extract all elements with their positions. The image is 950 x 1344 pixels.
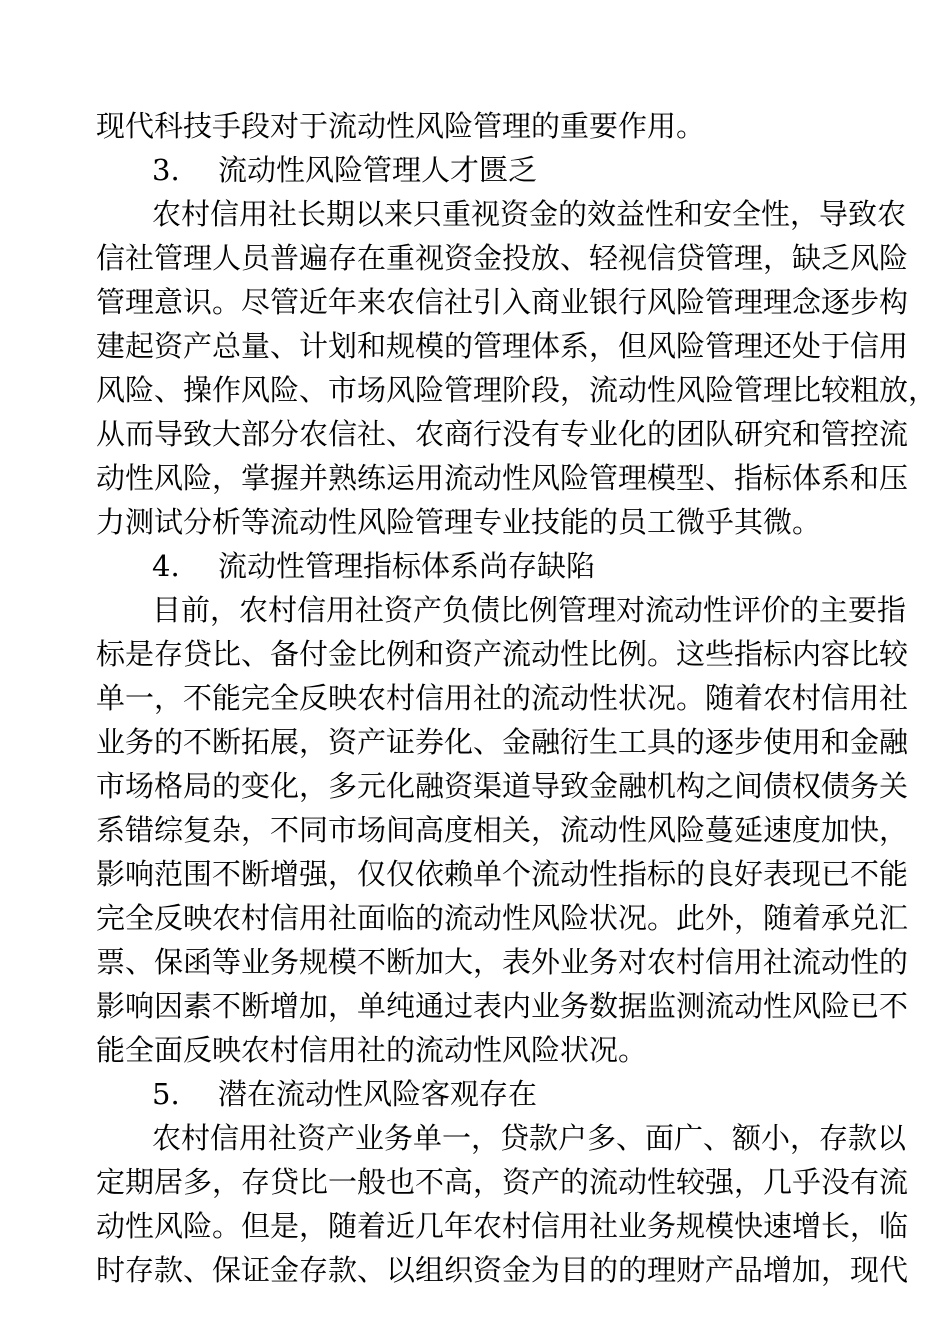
paragraph-line: 目前，农村信用社资产负债比例管理对流动性评价的主要指 xyxy=(152,593,907,627)
section-heading-5 xyxy=(0,1072,950,1116)
section-number: 3. xyxy=(152,153,180,187)
paragraph-line: 系错综复杂，不同市场间高度相关，流动性风险蔓延速度加快， xyxy=(96,813,909,847)
paragraph-line: 能全面反映农村信用社的流动性风险状况。 xyxy=(96,1033,648,1067)
paragraph-line: 动性风险，掌握并熟练运用流动性风险管理模型、指标体系和压 xyxy=(96,461,909,495)
paragraph-line: 单一，不能完全反映农村信用社的流动性状况。随着农村信用社 xyxy=(96,681,909,715)
paragraph-line: 农村信用社长期以来只重视资金的效益性和安全性，导致农 xyxy=(152,197,907,231)
section-title: 潜在流动性风险客观存在 xyxy=(218,1077,538,1111)
paragraph-line: 动性风险。但是，随着近几年农村信用社业务规模快速增长，临 xyxy=(96,1209,909,1243)
paragraph-line: 市场格局的变化，多元化融资渠道导致金融机构之间债权债务关 xyxy=(96,769,909,803)
section-heading-3 xyxy=(0,148,950,192)
section-heading-4 xyxy=(0,544,950,588)
section-number: 5. xyxy=(152,1077,180,1111)
paragraph-line: 时存款、保证金存款、以组织资金为目的的理财产品增加，现代 xyxy=(96,1253,909,1287)
paragraph-line: 完全反映农村信用社面临的流动性风险状况。此外，随着承兑汇 xyxy=(96,901,909,935)
paragraph-line: 管理意识。尽管近年来农信社引入商业银行风险管理理念逐步构 xyxy=(96,285,909,319)
paragraph-line: 建起资产总量、计划和规模的管理体系，但风险管理还处于信用 xyxy=(96,329,909,363)
section-title: 流动性管理指标体系尚存缺陷 xyxy=(218,549,596,583)
paragraph-line: 影响因素不断增加，单纯通过表内业务数据监测流动性风险已不 xyxy=(96,989,909,1023)
paragraph-line: 票、保函等业务规模不断加大，表外业务对农村信用社流动性的 xyxy=(96,945,909,979)
paragraph-line: 从而导致大部分农信社、农商行没有专业化的团队研究和管控流 xyxy=(96,417,909,451)
paragraph-line: 现代科技手段对于流动性风险管理的重要作用。 xyxy=(96,109,706,143)
paragraph-line: 农村信用社资产业务单一，贷款户多、面广、额小，存款以 xyxy=(152,1121,907,1155)
paragraph-line: 信社管理人员普遍存在重视资金投放、轻视信贷管理，缺乏风险 xyxy=(96,241,909,275)
paragraph-line: 业务的不断拓展，资产证券化、金融衍生工具的逐步使用和金融 xyxy=(96,725,909,759)
paragraph-line: 风险、操作风险、市场风险管理阶段，流动性风险管理比较粗放， xyxy=(96,373,938,407)
section-number: 4. xyxy=(152,549,180,583)
paragraph-line: 力测试分析等流动性风险管理专业技能的员工微乎其微。 xyxy=(96,505,822,539)
paragraph-line: 影响范围不断增强，仅仅依赖单个流动性指标的良好表现已不能 xyxy=(96,857,909,891)
paragraph-line: 标是存贷比、备付金比例和资产流动性比例。这些指标内容比较 xyxy=(96,637,909,671)
paragraph-line: 定期居多，存贷比一般也不高，资产的流动性较强，几乎没有流 xyxy=(96,1165,909,1199)
section-title: 流动性风险管理人才匮乏 xyxy=(218,153,538,187)
